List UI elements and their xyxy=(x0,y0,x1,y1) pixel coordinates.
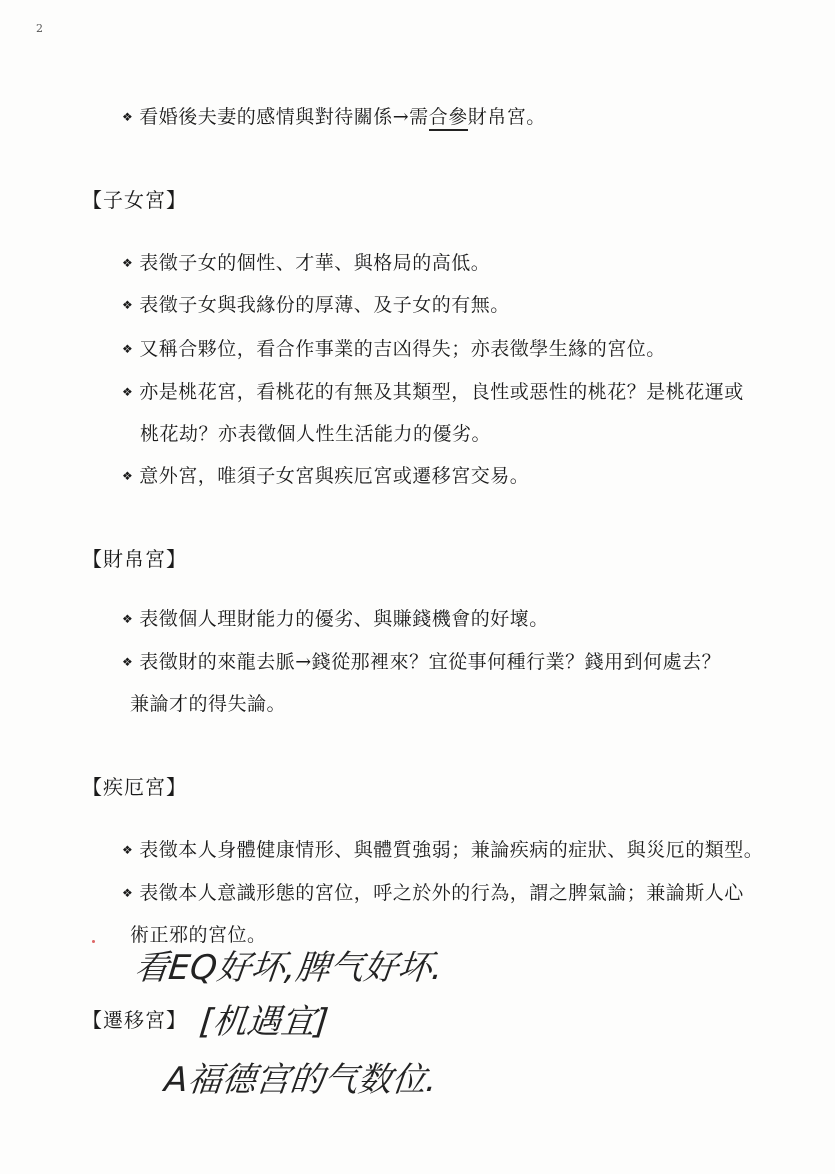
list-item: ❖ 表徵子女與我緣份的厚薄、及子女的有無。 xyxy=(122,294,510,316)
intro-bullet xyxy=(122,106,546,129)
section-heading-travel: 【遷移宮】 xyxy=(82,1008,187,1032)
diamond-bullet-icon: ❖ xyxy=(122,256,134,270)
list-item: ❖ 表徵個人理財能力的優劣、與賺錢機會的好壞。 xyxy=(122,608,549,630)
diamond-bullet-icon: ❖ xyxy=(122,385,134,399)
diamond-bullet-icon: ❖ xyxy=(122,843,134,857)
list-item-continuation: 桃花劫？亦表徵個人性生活能力的優劣。 xyxy=(140,423,492,445)
list-item-continuation: 兼論才的得失論。 xyxy=(130,693,287,715)
intro-underlined-text: 合參 xyxy=(429,106,468,131)
handwritten-note: [机遇宜] xyxy=(197,1002,331,1042)
diamond-bullet-icon: ❖ xyxy=(122,886,134,900)
list-item: ❖ 表徵財的來龍去脈→錢從那裡來？宜從事何種行業？錢用到何處去？ xyxy=(122,651,722,673)
list-item: ❖ 又稱合夥位，看合作事業的吉凶得失；亦表徵學生緣的宮位。 xyxy=(122,338,666,360)
section-heading-health: 【疾厄宮】 xyxy=(82,775,187,799)
intro-text-end: 財帛宮。 xyxy=(467,106,546,128)
list-item: ❖ 意外宮，唯須子女宮與疾厄宮或遷移宮交易。 xyxy=(122,465,530,487)
diamond-bullet-icon: ❖ xyxy=(122,110,134,124)
diamond-bullet-icon: ❖ xyxy=(122,298,134,312)
handwritten-note: A福德宫的气数位. xyxy=(162,1060,439,1100)
list-item: ❖ 表徵本人身體健康情形、與體質強弱；兼論疾病的症狀、與災厄的類型。 xyxy=(122,839,764,861)
list-item: ❖ 亦是桃花宮，看桃花的有無及其類型，良性或惡性的桃花？是桃花運或 xyxy=(122,381,744,403)
section-heading-wealth: 【財帛宮】 xyxy=(82,547,187,571)
red-ink-mark xyxy=(92,940,95,943)
handwritten-note: 看EQ好坏,脾气好坏. xyxy=(132,948,445,988)
section-heading-children: 【子女宮】 xyxy=(82,188,187,212)
list-item-continuation: 術正邪的宮位。 xyxy=(130,924,267,946)
list-item: ❖ 表徵本人意識形態的宮位，呼之於外的行為，謂之脾氣論；兼論斯人心 xyxy=(122,882,744,904)
list-item: ❖ 表徵子女的個性、才華、與格局的高低。 xyxy=(122,252,491,274)
diamond-bullet-icon: ❖ xyxy=(122,469,134,483)
intro-text-start: 看婚後夫妻的感情與對待關係→需 xyxy=(139,106,429,128)
diamond-bullet-icon: ❖ xyxy=(122,655,134,669)
page-number: 2 xyxy=(36,22,43,35)
diamond-bullet-icon: ❖ xyxy=(122,342,134,356)
diamond-bullet-icon: ❖ xyxy=(122,612,134,626)
